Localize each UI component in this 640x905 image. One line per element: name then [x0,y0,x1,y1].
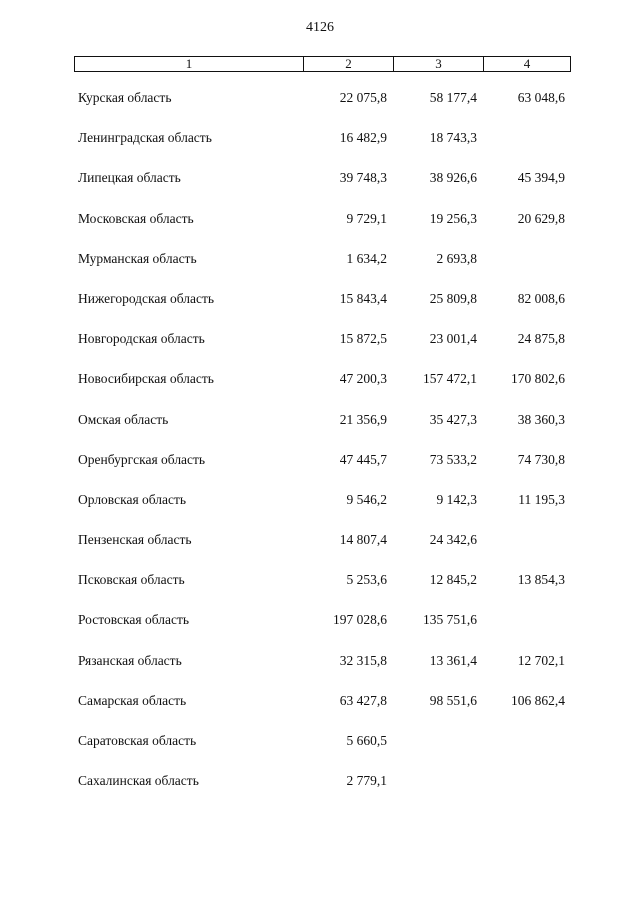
table-row [0,130,640,170]
value-col-2: 197 028,6 [333,612,387,628]
value-col-4: 13 854,3 [517,572,565,588]
value-col-4: 74 730,8 [517,451,565,467]
value-col-2: 47 445,7 [339,451,387,467]
value-col-3: 157 472,1 [423,371,477,387]
value-col-2: 22 075,8 [339,90,387,105]
table-row [0,572,640,612]
value-col-4: 24 875,8 [517,331,565,347]
value-col-2: 5 660,5 [346,733,387,748]
table-row [0,170,640,210]
table-row [0,693,640,733]
value-col-2: 47 200,3 [339,371,387,387]
header-cell-1: 1 [75,57,304,71]
table-row [0,492,640,532]
region-name: Мурманская область [78,250,197,266]
table-row [0,291,640,331]
region-name: Сахалинская область [78,773,199,789]
value-col-2: 5 253,6 [346,572,387,588]
value-col-3: 12 845,2 [429,572,477,588]
header-cell-3: 3 [394,57,484,71]
value-col-2: 14 807,4 [339,532,387,548]
value-col-3: 98 551,6 [429,692,477,708]
region-name: Орловская область [78,491,187,507]
value-col-2: 39 748,3 [339,170,387,186]
value-col-3: 2 693,8 [436,250,477,266]
table-row [0,612,640,652]
table-row [0,452,640,492]
region-name: Омская область [78,411,169,427]
value-col-4: 106 862,4 [511,692,565,708]
value-col-2: 21 356,9 [339,411,387,427]
region-name: Ростовская область [78,612,189,628]
table-row [0,412,640,452]
value-col-4: 38 360,3 [517,411,565,427]
table-row [0,331,640,371]
value-col-2: 2 779,1 [346,773,387,789]
table-header [74,56,571,72]
table-row [0,251,640,291]
table-row [0,653,640,693]
value-col-4: 20 629,8 [517,210,565,226]
region-name: Московская область [78,210,194,226]
region-name: Липецкая область [78,170,181,186]
region-name: Ленинградская область [78,130,212,146]
table-row [0,211,640,251]
header-cell-4: 4 [523,56,531,71]
value-col-3: 58 177,4 [429,90,477,105]
value-col-4: 11 195,3 [518,491,565,507]
value-col-4: 170 802,6 [511,371,565,387]
header-cell-2: 2 [304,57,394,71]
value-col-4: 12 702,1 [517,652,565,668]
value-col-3: 19 256,3 [429,210,477,226]
region-name: Псковская область [78,572,185,588]
value-col-2: 32 315,8 [339,652,387,668]
value-col-4: 63 048,6 [517,90,565,105]
region-name: Самарская область [78,692,187,708]
region-name: Саратовская область [78,733,197,748]
value-col-2: 15 843,4 [339,290,387,306]
value-col-4: 45 394,9 [517,170,565,186]
table-row [0,532,640,572]
value-col-2: 63 427,8 [339,692,387,708]
value-col-2: 9 729,1 [346,210,387,226]
page-number: 4126 [306,20,334,35]
value-col-3: 38 926,6 [429,170,477,186]
value-col-3: 23 001,4 [429,331,477,347]
value-col-3: 25 809,8 [429,290,477,306]
value-col-3: 18 743,3 [429,130,477,146]
region-name: Пензенская область [78,532,192,548]
value-col-2: 15 872,5 [339,331,387,347]
value-col-2: 1 634,2 [346,250,387,266]
value-col-3: 135 751,6 [423,612,477,628]
table-row [0,90,640,130]
table-row [0,371,640,411]
table-body [0,90,640,813]
region-name: Рязанская область [78,652,182,668]
table-row [0,733,640,773]
table-row [0,773,640,813]
value-col-4: 82 008,6 [517,290,565,306]
region-name: Курская область [78,90,172,105]
value-col-2: 16 482,9 [339,130,387,146]
value-col-3: 9 142,3 [436,491,477,507]
value-col-3: 35 427,3 [429,411,477,427]
region-name: Новосибирская область [78,371,214,387]
region-name: Новгородская область [78,331,205,347]
region-name: Нижегородская область [78,290,215,306]
region-name: Оренбургская область [78,451,206,467]
value-col-2: 9 546,2 [346,491,387,507]
value-col-3: 73 533,2 [429,451,477,467]
value-col-3: 13 361,4 [429,652,477,668]
value-col-3: 24 342,6 [429,532,477,548]
